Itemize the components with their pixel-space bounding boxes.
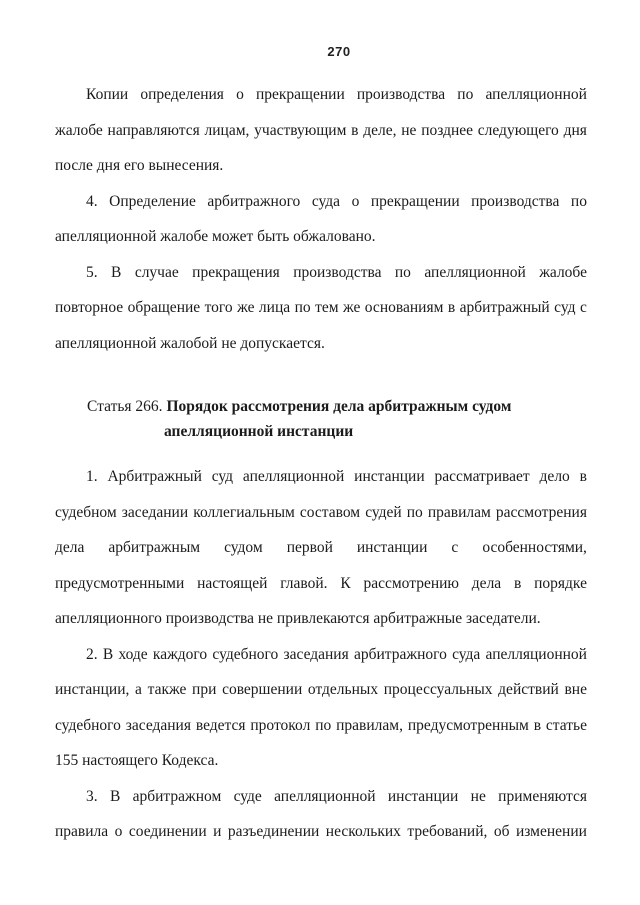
para-clause-1-line: дела арбитражным судом первой инстанции с особенностями, (55, 539, 587, 556)
article-heading-line (87, 394, 587, 419)
para-clause-4-line: 4. Определение арбитражного суда о прекращении производства по (86, 192, 587, 210)
para-clause-3-line: 3. В арбитражном суде апелляционной инстанции не применяются (86, 787, 587, 805)
para-clause-5-line: апелляционной жалобой не допускается. (55, 334, 325, 352)
para-clause-5-line: повторное обращение того же лица по тем же основаниям в арбитражный суд с (55, 299, 587, 316)
para-clause-2-line: 2. В ходе каждого судебного заседания арбитражного суда апелляционной (86, 645, 587, 663)
para-clause-1-line: предусмотренными настоящей главой. К рассмотрению дела в порядке (55, 574, 587, 592)
para-clause-1-line: судебном заседании коллегиальным составом судей по правилам рассмотрения (55, 503, 587, 521)
para-clause-2-line: 155 настоящего Кодекса. (55, 752, 219, 769)
para-clause-4-line: апелляционной жалобе может быть обжаловано. (55, 228, 376, 245)
para-clause-2-line: инстанции, а также при совершении отдельных процессуальных действий вне (55, 681, 587, 698)
article-266-heading (55, 394, 587, 444)
page-number: 270 (327, 44, 351, 59)
para-clause-3-line: правила о соединении и разъединении нескольких требований, об изменении (55, 823, 587, 840)
document-content (55, 77, 587, 850)
para-clause-2-line: судебного заседания ведется протокол по правилам, предусмотренным в статье (55, 716, 587, 734)
para-copies-of-ruling-line: Копии определения о прекращении производства по апелляционной (86, 86, 587, 103)
para-clause-1-line: 1. Арбитражный суд апелляционной инстанции рассматривает дело в (86, 468, 587, 485)
article-number: Статья 266. (87, 398, 167, 415)
para-copies-of-ruling-line: жалобе направляются лицам, участвующим в деле, не позднее следующего дня (55, 121, 587, 139)
para-copies-of-ruling-line: после дня его вынесения. (55, 157, 224, 174)
article-title: Порядок рассмотрения дела арбитражным судом (166, 398, 512, 415)
para-clause-5-line: 5. В случае прекращения производства по апелляционной жалобе (86, 263, 587, 281)
article-title-continued: апелляционной инстанции (164, 423, 354, 440)
para-clause-1-line: апелляционного производства не привлекаются арбитражные заседатели. (55, 610, 541, 627)
